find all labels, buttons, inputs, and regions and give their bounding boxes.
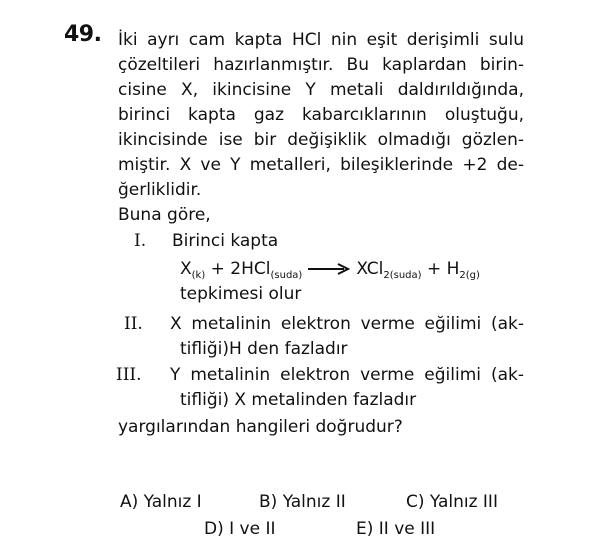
- reactant-x-state: (k): [191, 270, 206, 281]
- product-xcl2-state: 2(suda): [383, 270, 422, 281]
- product-h2-state: 2(g): [459, 270, 480, 281]
- option-d[interactable]: D) I ve II: [204, 519, 276, 539]
- statement-1-tail: tepkimesi olur: [180, 284, 302, 304]
- stem-line-3: cisine X, ikincisine Y metali daldırıldığında,: [118, 80, 524, 100]
- reactant-hcl-state: (suda): [270, 270, 303, 281]
- stem-line-5: ikincisinde ise bir değişiklik olmadığı gözlen-: [118, 130, 524, 150]
- stem-line-1: İki ayrı cam kapta HCl nin eşit derişimli sulu: [118, 30, 524, 50]
- option-a[interactable]: A) Yalnız I: [120, 492, 202, 512]
- statement-3-numeral: III.: [116, 365, 142, 385]
- reactant-hcl: + 2HCl: [205, 259, 271, 279]
- stem-line-2: çözeltileri hazırlanmıştır. Bu kaplardan birin-: [118, 55, 524, 75]
- statement-1-numeral: I.: [134, 231, 147, 251]
- statement-1-text: Birinci kapta: [172, 231, 279, 251]
- question-number: 49.: [64, 22, 102, 47]
- reactant-x: X: [180, 259, 192, 279]
- statement-2-numeral: II.: [124, 314, 143, 334]
- question-prompt: yargılarından hangileri doğrudur?: [118, 417, 403, 437]
- statement-3-line-1: Y metalinin elektron verme eğilimi (ak-: [170, 365, 524, 385]
- option-c[interactable]: C) Yalnız III: [406, 492, 498, 512]
- statement-3-line-2: tifliği) X metalinden fazladır: [180, 390, 417, 410]
- stem-line-7: ğerliklidir.: [118, 180, 202, 200]
- statement-2-line-2: tifliği)H den fazladır: [180, 339, 348, 359]
- stem-line-4: birinci kapta gaz kabarcıklarının oluştuğu,: [118, 105, 524, 125]
- product-h2: + H: [421, 259, 460, 279]
- option-b[interactable]: B) Yalnız II: [259, 492, 346, 512]
- statement-2-line-1: X metalinin elektron verme eğilimi (ak-: [170, 314, 524, 334]
- reaction-arrow-icon: [308, 263, 350, 275]
- lead-text: Buna göre,: [118, 205, 211, 225]
- option-e[interactable]: E) II ve III: [356, 519, 436, 539]
- product-xcl2: XCl: [356, 259, 384, 279]
- stem-line-6: miştir. X ve Y metalleri, bileşiklerinde +2 de-: [118, 155, 524, 175]
